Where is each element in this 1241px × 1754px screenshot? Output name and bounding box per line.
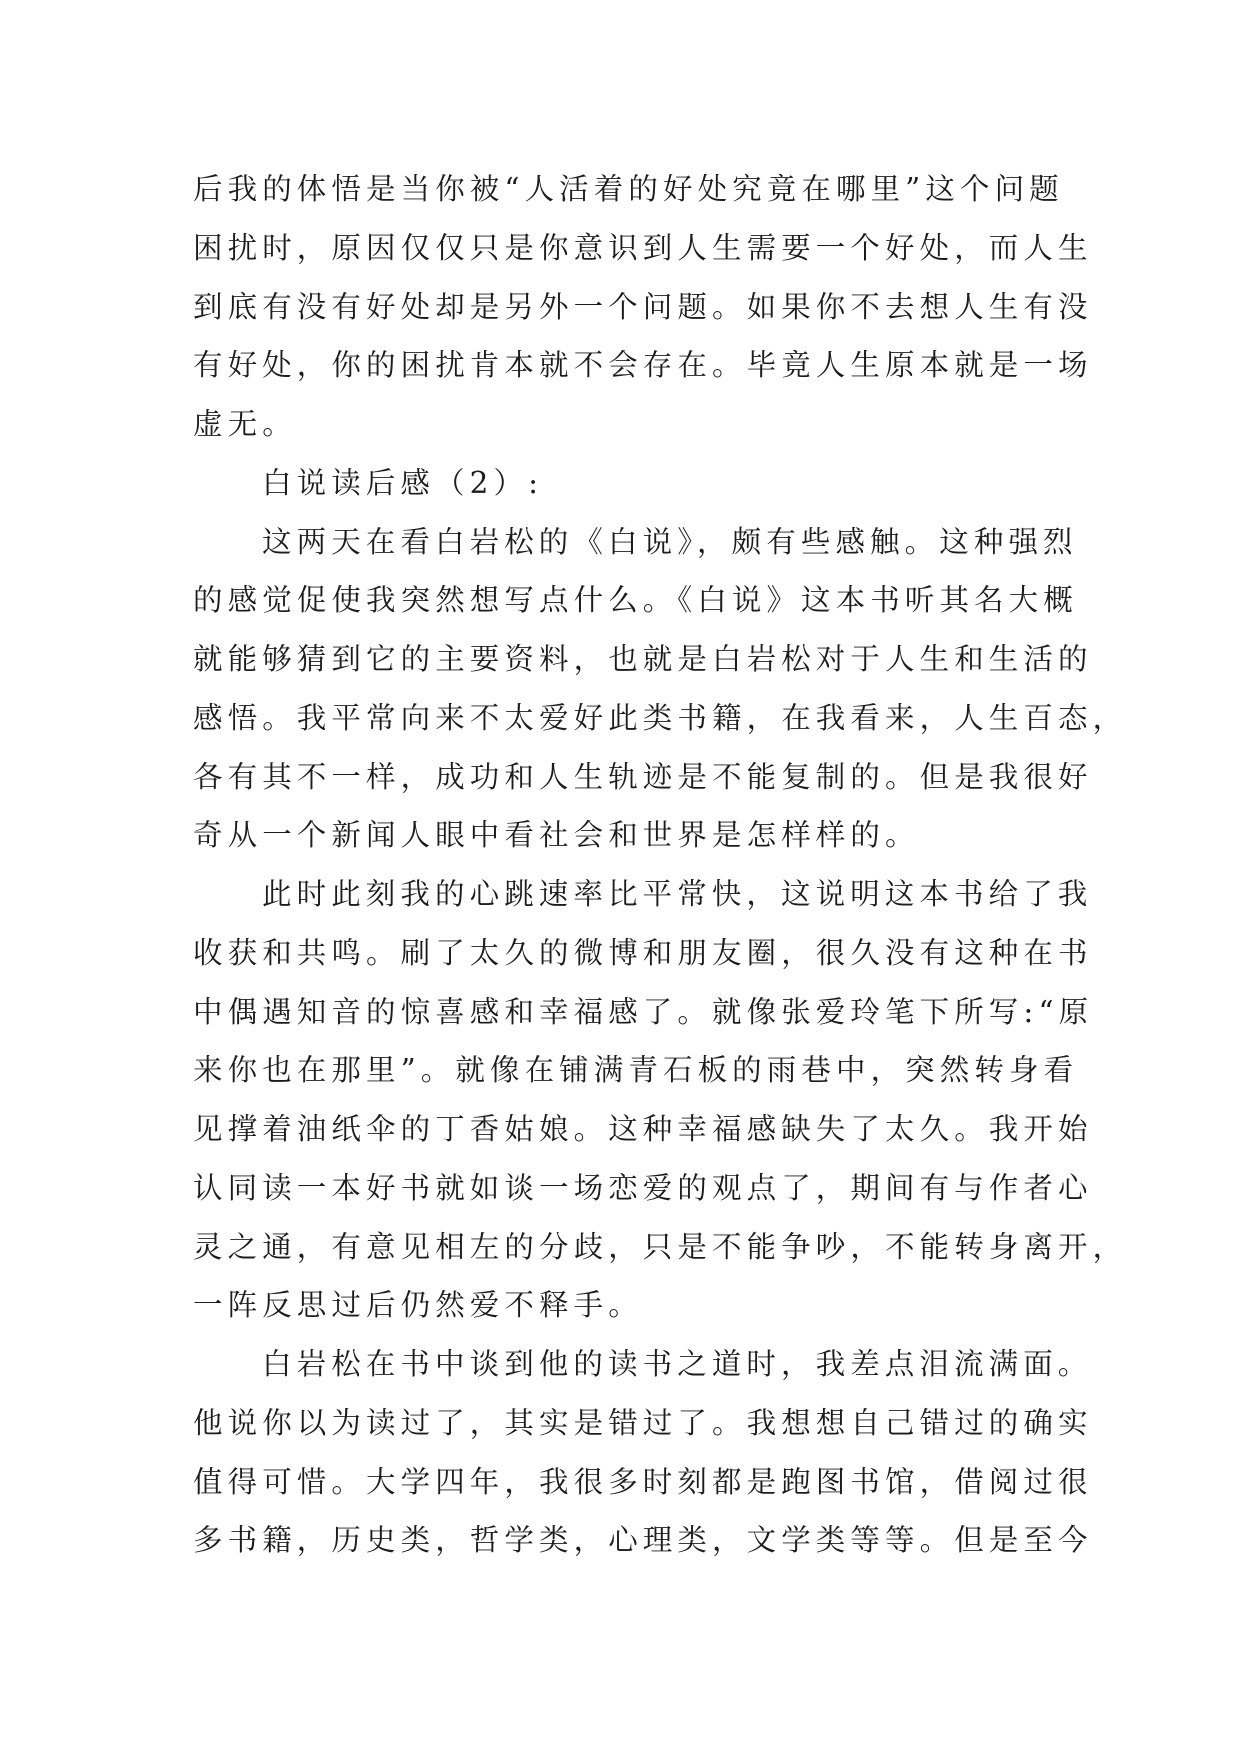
text-line: 困扰时，原因仅仅只是你意识到人生需要一个好处，而人生 [193,230,1093,265]
text-line: 就能够猜到它的主要资料，也就是白岩松对于人生和生活的 [193,642,1093,676]
text-line: 虚无。 [193,407,297,441]
text-line: 感悟。我平常向来不太爱好此类书籍，在我看来，人生百态， [193,700,1128,735]
paragraph-start-line: 此时此刻我的心跳速率比平常快，这说明这本书给了我 [262,877,1093,911]
text-line: 到底有没有好处却是另外一个问题。如果你不去想人生有没 [193,289,1093,324]
text-line: 有好处，你的困扰肯本就不会存在。毕竟人生原本就是一场 [193,348,1093,383]
text-line: 见撑着油纸伞的丁香姑娘。这种幸福感缺失了太久。我开始 [193,1112,1093,1146]
text-line: 的感觉促使我突然想写点什么。《白说》这本书听其名大概 [193,583,1078,618]
paragraph-start-line: 白岩松在书中谈到他的读书之道时，我差点泪流满面。 [262,1347,1093,1381]
text-line: 灵之通，有意见相左的分歧，只是不能争吵，不能转身离开， [193,1229,1128,1264]
text-line: 一阵反思过后仍然爱不释手。 [193,1288,643,1323]
paragraph-start-line: 这两天在看白岩松的《白说》，颇有些感触。这种强烈 [262,524,1078,559]
text-line: 后我的体悟是当你被“人活着的好处究竟在哪里”这个问题 [193,172,1064,206]
text-line: 来你也在那里”。就像在铺满青石板的雨巷中，突然转身看 [193,1053,1079,1088]
text-line: 他说你以为读过了，其实是错过了。我想想自己错过的确实 [193,1405,1093,1440]
text-line: 奇从一个新闻人眼中看社会和世界是怎样样的。 [193,818,920,853]
text-line: 各有其不一样，成功和人生轨迹是不能复制的。但是我很好 [193,759,1093,794]
text-line: 值得可惜。大学四年，我很多时刻都是跑图书馆，借阅过很 [193,1464,1093,1499]
section-heading: 白说读后感（2）: [262,465,544,500]
text-line: 中偶遇知音的惊喜感和幸福感了。就像张爱玲笔下所写:“原 [193,994,1094,1029]
body-text [193,160,1128,1570]
text-line: 多书籍，历史类，哲学类，心理类，文学类等等。但是至今 [193,1523,1093,1558]
text-line: 收获和共鸣。刷了太久的微博和朋友圈，很久没有这种在书 [193,935,1093,970]
text-line: 认同读一本好书就如谈一场恋爱的观点了，期间有与作者心 [193,1170,1093,1205]
